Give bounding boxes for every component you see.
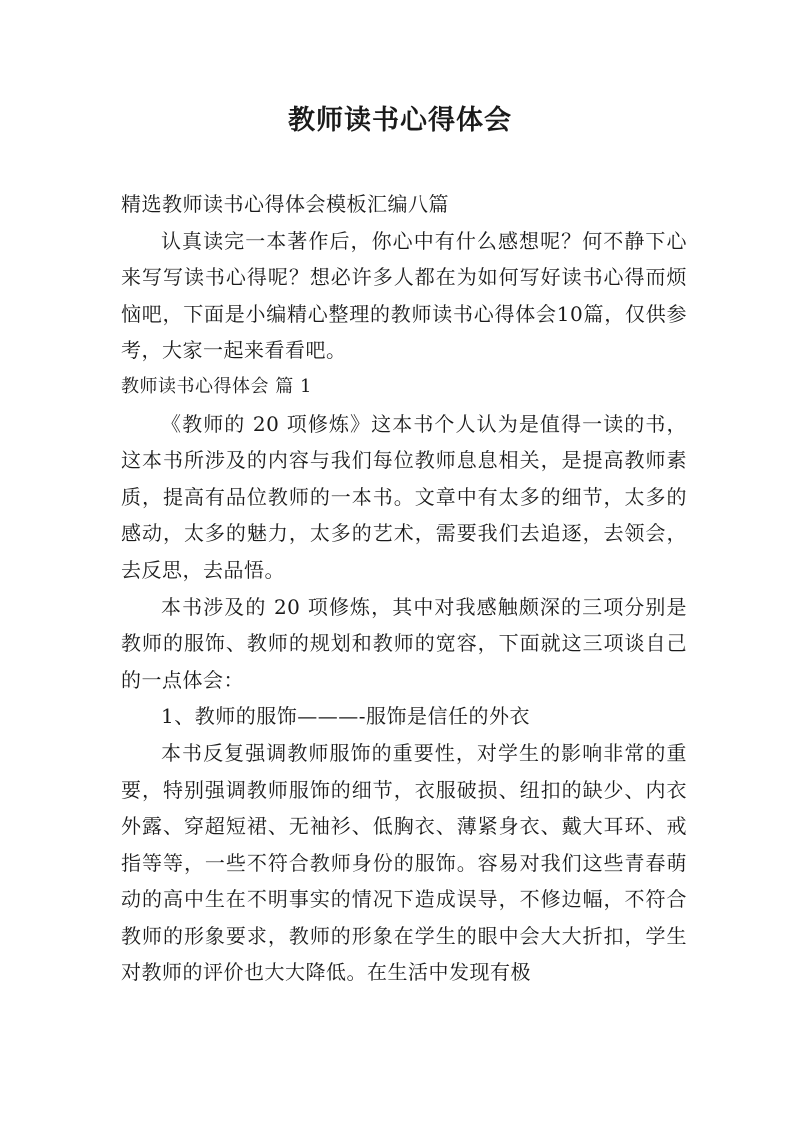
paragraph-body: 本书涉及的 20 项修炼，其中对我感触颇深的三项分别是教师的服饰、教师的规划和教师的宽容，下面就这三项谈自己的一点体会： bbox=[121, 594, 687, 692]
paragraph-subtitle: 精选教师读书心得体会模板汇编八篇 bbox=[121, 192, 449, 216]
section-heading: 教师读书心得体会 篇 1 bbox=[121, 375, 312, 397]
paragraph-intro: 认真读完一本著作后，你心中有什么感想呢？何不静下心来写写读书心得呢？想必许多人都在为如何写好读书心得而烦恼吧，下面是小编精心整理的教师读书心得体会10篇，仅供参考，大家一起来看看吧。 bbox=[121, 228, 687, 363]
document-title: 教师读书心得体会 bbox=[288, 105, 512, 136]
paragraph-body: 本书反复强调教师服饰的重要性，对学生的影响非常的重要，特别强调教师服饰的细节，衣服破损、纽扣的缺少、内衣外露、穿超短裙、无袖衫、低胸衣、薄紧身衣、戴大耳环、戒指等等，一些不符合教师身份的服饰。容易对我们这些青春萌动的高中生在不明事实的情况下造成误导，不修边幅，不符合教师的形象要求，教师的形象在学生的眼中会大大折扣，学生对教师的评价也大大降低。在生活中发现有极 bbox=[121, 740, 687, 985]
paragraph-body: 《教师的 20 项修炼》这本书个人认为是值得一读的书，这本书所涉及的内容与我们每位教师息息相关，是提高教师素质，提高有品位教师的一本书。文章中有太多的细节，太多的感动，太多的魅力，太多的艺术，需要我们去追逐，去领会，去反思，去品悟。 bbox=[121, 411, 687, 582]
document-body bbox=[121, 186, 687, 991]
paragraph-list-item: 1、教师的服饰———-服饰是信任的外衣 bbox=[161, 704, 530, 729]
